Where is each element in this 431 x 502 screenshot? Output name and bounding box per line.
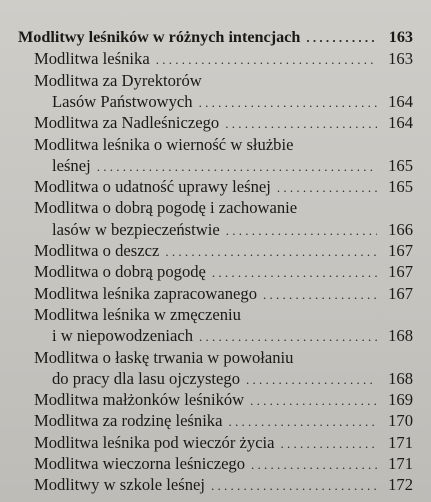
entry-title: Modlitwa o dobrą pogodę i zachowanie xyxy=(34,198,298,218)
dot-leader xyxy=(281,433,377,454)
entry-page-number: 167 xyxy=(388,241,413,260)
entry-page-number: 166 xyxy=(388,219,413,239)
dot-leader xyxy=(306,27,377,48)
entry-page-number: 165 xyxy=(388,177,413,197)
toc-entry-line[interactable] xyxy=(34,197,297,218)
toc-entry-line[interactable] xyxy=(34,304,241,325)
dot-leader xyxy=(251,454,377,475)
entry-title: Modlitwa o dobrą pogodę xyxy=(34,262,206,282)
toc-entry-line[interactable] xyxy=(34,283,413,304)
entry-page-number: 169 xyxy=(388,390,413,410)
toc-entry-line[interactable] xyxy=(34,347,293,368)
entry-title: Modlitwa leśnika zapracowanego xyxy=(34,283,258,303)
toc-entry-line[interactable] xyxy=(34,453,413,474)
toc-entry-line[interactable] xyxy=(52,219,413,240)
entry-title: Lasów Państwowych xyxy=(52,91,193,111)
entry-title: Modlitwa za Nadleśniczego xyxy=(34,113,220,133)
entry-page-number: 171 xyxy=(388,454,413,473)
dot-leader xyxy=(97,156,377,177)
toc-section-heading[interactable] xyxy=(18,27,413,48)
entry-title: Modlitwy w szkole leśnej xyxy=(34,475,205,495)
dot-leader xyxy=(212,262,377,283)
entry-title: Modlitwa leśnika w zmęczeniu xyxy=(34,304,241,324)
toc-entry-line[interactable] xyxy=(34,240,413,261)
entry-page-number: 167 xyxy=(388,283,413,303)
entry-title: Modlitwa leśnika pod wieczór życia xyxy=(34,432,275,452)
toc-entry-line[interactable] xyxy=(34,389,413,410)
toc-entry-line[interactable] xyxy=(34,112,413,133)
dot-leader xyxy=(228,411,377,432)
toc-entry-line[interactable] xyxy=(34,474,413,495)
toc-entry-line[interactable] xyxy=(34,261,413,282)
entry-title: Modlitwa za rodzinę leśnika xyxy=(34,411,223,431)
entry-page-number: 168 xyxy=(388,368,413,388)
dot-leader xyxy=(277,177,377,198)
entry-page-number: 163 xyxy=(388,49,413,69)
entry-title: Modlitwa o udatność uprawy leśnej xyxy=(34,177,271,197)
entry-title: Modlitwa leśnika xyxy=(34,49,150,69)
entry-title: i w niepowodzeniach xyxy=(52,326,193,346)
entry-title: Modlitwa o łaskę trwania w powołaniu xyxy=(34,347,294,367)
dot-leader xyxy=(199,326,377,347)
dot-leader xyxy=(250,390,377,411)
entry-title: Modlitwa leśnika o wierność w służbie xyxy=(34,134,294,154)
dot-leader xyxy=(156,49,377,70)
toc-entry-line[interactable] xyxy=(34,410,413,431)
entry-page-number: 168 xyxy=(388,326,413,346)
entry-title: Modlitwa wieczorna leśniczego xyxy=(34,454,246,473)
dot-leader xyxy=(226,220,377,241)
toc-entry-line[interactable] xyxy=(34,134,293,155)
entry-page-number: 165 xyxy=(388,155,413,175)
entry-page-number: 164 xyxy=(388,113,413,133)
toc-entry-line[interactable] xyxy=(34,70,202,91)
entry-title: leśnej xyxy=(52,155,91,175)
dot-leader xyxy=(225,113,377,134)
entry-page-number: 164 xyxy=(388,91,413,111)
dot-leader xyxy=(211,475,377,496)
entry-title: Modlitwa o deszcz xyxy=(34,241,160,260)
dot-leader xyxy=(246,369,377,390)
entry-title: Modlitwa małżonków leśników xyxy=(34,390,245,410)
toc-entry-line[interactable] xyxy=(34,176,413,197)
entry-page-number: 172 xyxy=(388,475,413,495)
entry-page-number: 167 xyxy=(388,262,413,282)
toc-entry-line[interactable] xyxy=(34,432,413,453)
section-title: Modlitwy leśników w różnych intencjach xyxy=(18,28,301,46)
toc-entry-line[interactable] xyxy=(52,325,413,346)
dot-leader xyxy=(165,241,377,262)
toc-entry-line[interactable] xyxy=(52,91,413,112)
entry-page-number: 170 xyxy=(388,411,413,431)
section-page-number: 163 xyxy=(388,28,413,46)
toc-entry-line[interactable] xyxy=(52,368,413,389)
entry-page-number: 171 xyxy=(388,432,413,452)
dot-leader xyxy=(263,284,377,305)
toc-entry-line[interactable] xyxy=(34,48,413,69)
dot-leader xyxy=(199,92,377,113)
toc-entry-line[interactable] xyxy=(52,155,413,176)
entry-title: do pracy dla lasu ojczystego xyxy=(52,368,241,388)
entry-title: Modlitwa za Dyrektorów xyxy=(34,70,202,90)
entry-title: lasów w bezpieczeństwie xyxy=(52,219,220,239)
